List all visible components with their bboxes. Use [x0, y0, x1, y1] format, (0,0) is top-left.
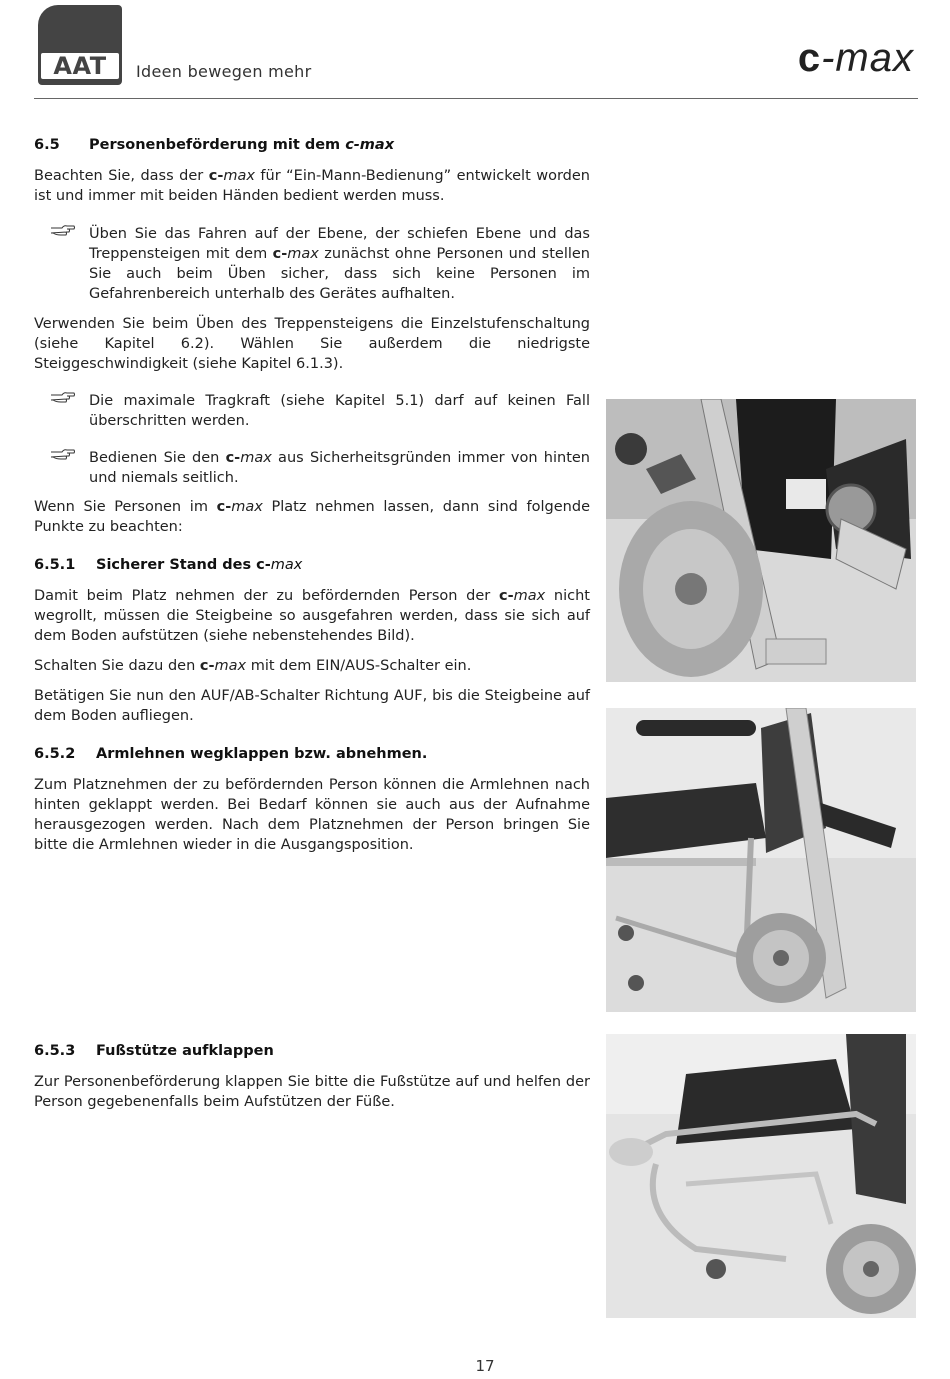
brand-inline: c- [272, 246, 288, 262]
text: mit dem EIN/AUS-Schalter ein. [246, 658, 472, 674]
section-number: 6.5.1 [34, 557, 76, 573]
section-6-5-2-heading [34, 746, 590, 762]
text: aus Sicherheitsgründen immer von hinten und niemals seitlich. [89, 450, 590, 486]
header-divider [34, 98, 918, 99]
section-title: Personenbeförderung mit dem [89, 137, 346, 153]
section-6-5-heading [34, 137, 590, 153]
brand-inline: c- [256, 557, 271, 573]
text: Schalten Sie dazu den [34, 658, 200, 674]
page-number: 17 [475, 1357, 495, 1375]
paragraph [34, 166, 590, 206]
tagline: Ideen bewegen mehr [136, 62, 312, 81]
pointing-hand-icon [50, 389, 76, 405]
brand-inline-italic: max [214, 658, 247, 674]
text: zunächst ohne Personen und stellen Sie auch beim Üben sicher, dass sich keine Personen im Gefahrenbereich unterhalb des Gerätes aufhalten. [89, 246, 590, 302]
brand-inline-italic: max [270, 557, 303, 573]
section-title-brand: c-max [345, 137, 395, 153]
logo-text: AAT [41, 53, 119, 79]
text: Beachten Sie, dass der [34, 168, 209, 184]
brand-inline: c- [208, 168, 224, 184]
paragraph: Verwenden Sie beim Üben des Treppensteigens die Einzelstufenschaltung (siehe Kapitel 6.2). Wählen Sie außerdem die niedrigste Steiggeschwindigkeit (siehe Kapitel 6.1.3). [34, 316, 590, 372]
brand-inline-italic: max [223, 168, 255, 184]
section-title: Armlehnen wegklappen bzw. abnehmen. [96, 746, 428, 762]
brand-suffix: -max [821, 36, 914, 80]
brand-inline-italic: max [513, 588, 546, 604]
aat-logo [38, 5, 122, 85]
section-title: Fußstütze aufklappen [96, 1043, 274, 1059]
paragraph: Zur Personenbeförderung klappen Sie bitte die Fußstütze auf und helfen der Person gegebenenfalls beim Aufstützen der Füße. [34, 1074, 590, 1110]
section-number: 6.5 [34, 137, 60, 153]
text: Bedienen Sie den [89, 450, 226, 466]
text: Damit beim Platz nehmen der zu befördernden Person der [34, 588, 499, 604]
brand-logo [798, 36, 914, 81]
paragraph: Zum Platznehmen der zu befördernden Person können die Armlehnen nach hinten geklappt werden. Bei Bedarf können sie auch aus der Aufnahme herausgezogen werden. Nach dem Platznehmen der Person bringen Sie bitte die Armlehnen wieder in die Ausgangsposition. [34, 777, 590, 853]
paragraph: Betätigen Sie nun den AUF/AB-Schalter Richtung AUF, bis die Steigbeine auf dem Boden aufliegen. [34, 688, 590, 724]
text: für “Ein-Mann-Bedienung” entwickelt worden ist und immer mit beiden Händen bedient werden muss. [34, 168, 590, 204]
text: Wenn Sie Personen im [34, 499, 217, 515]
section-title: Sicherer Stand des [96, 557, 257, 573]
section-6-5-3-heading [34, 1043, 590, 1059]
photo-armrests [606, 708, 916, 1012]
paragraph [34, 497, 590, 537]
brand-inline-italic: max [240, 450, 272, 466]
section-number: 6.5.3 [34, 1043, 76, 1059]
note-text [89, 448, 590, 488]
section-6-5-1-heading [34, 557, 590, 573]
photo-footrest [606, 1034, 916, 1318]
pointing-hand-icon [50, 446, 76, 462]
brand-inline: c- [216, 499, 232, 515]
brand-inline-italic: max [231, 499, 263, 515]
note-text [89, 224, 590, 304]
note-item [34, 448, 590, 488]
text: Üben Sie das Fahren auf der Ebene, der schiefen Ebene und das Treppensteigen mit dem [89, 226, 590, 262]
note-item [34, 391, 590, 431]
brand-inline-italic: max [287, 246, 319, 262]
section-number: 6.5.2 [34, 746, 76, 762]
brand-inline: c- [498, 588, 514, 604]
text: Platz nehmen lassen, dann sind folgende Punkte zu beachten: [34, 499, 590, 535]
brand-inline: c- [199, 658, 215, 674]
brand-inline: c- [225, 450, 241, 466]
note-item [34, 224, 590, 304]
brand-prefix: c [797, 36, 822, 80]
paragraph [34, 586, 590, 646]
pointing-hand-icon [50, 222, 76, 238]
note-text: Die maximale Tragkraft (siehe Kapitel 5.1) darf auf keinen Fall überschritten werden. [89, 393, 590, 429]
photo-climbing-legs [606, 399, 916, 682]
text: nicht wegrollt, müssen die Steigbeine so ausgefahren werden, dass sie sich auf dem Boden aufstützen (siehe nebenstehendes Bild). [34, 588, 590, 644]
paragraph [34, 656, 590, 676]
